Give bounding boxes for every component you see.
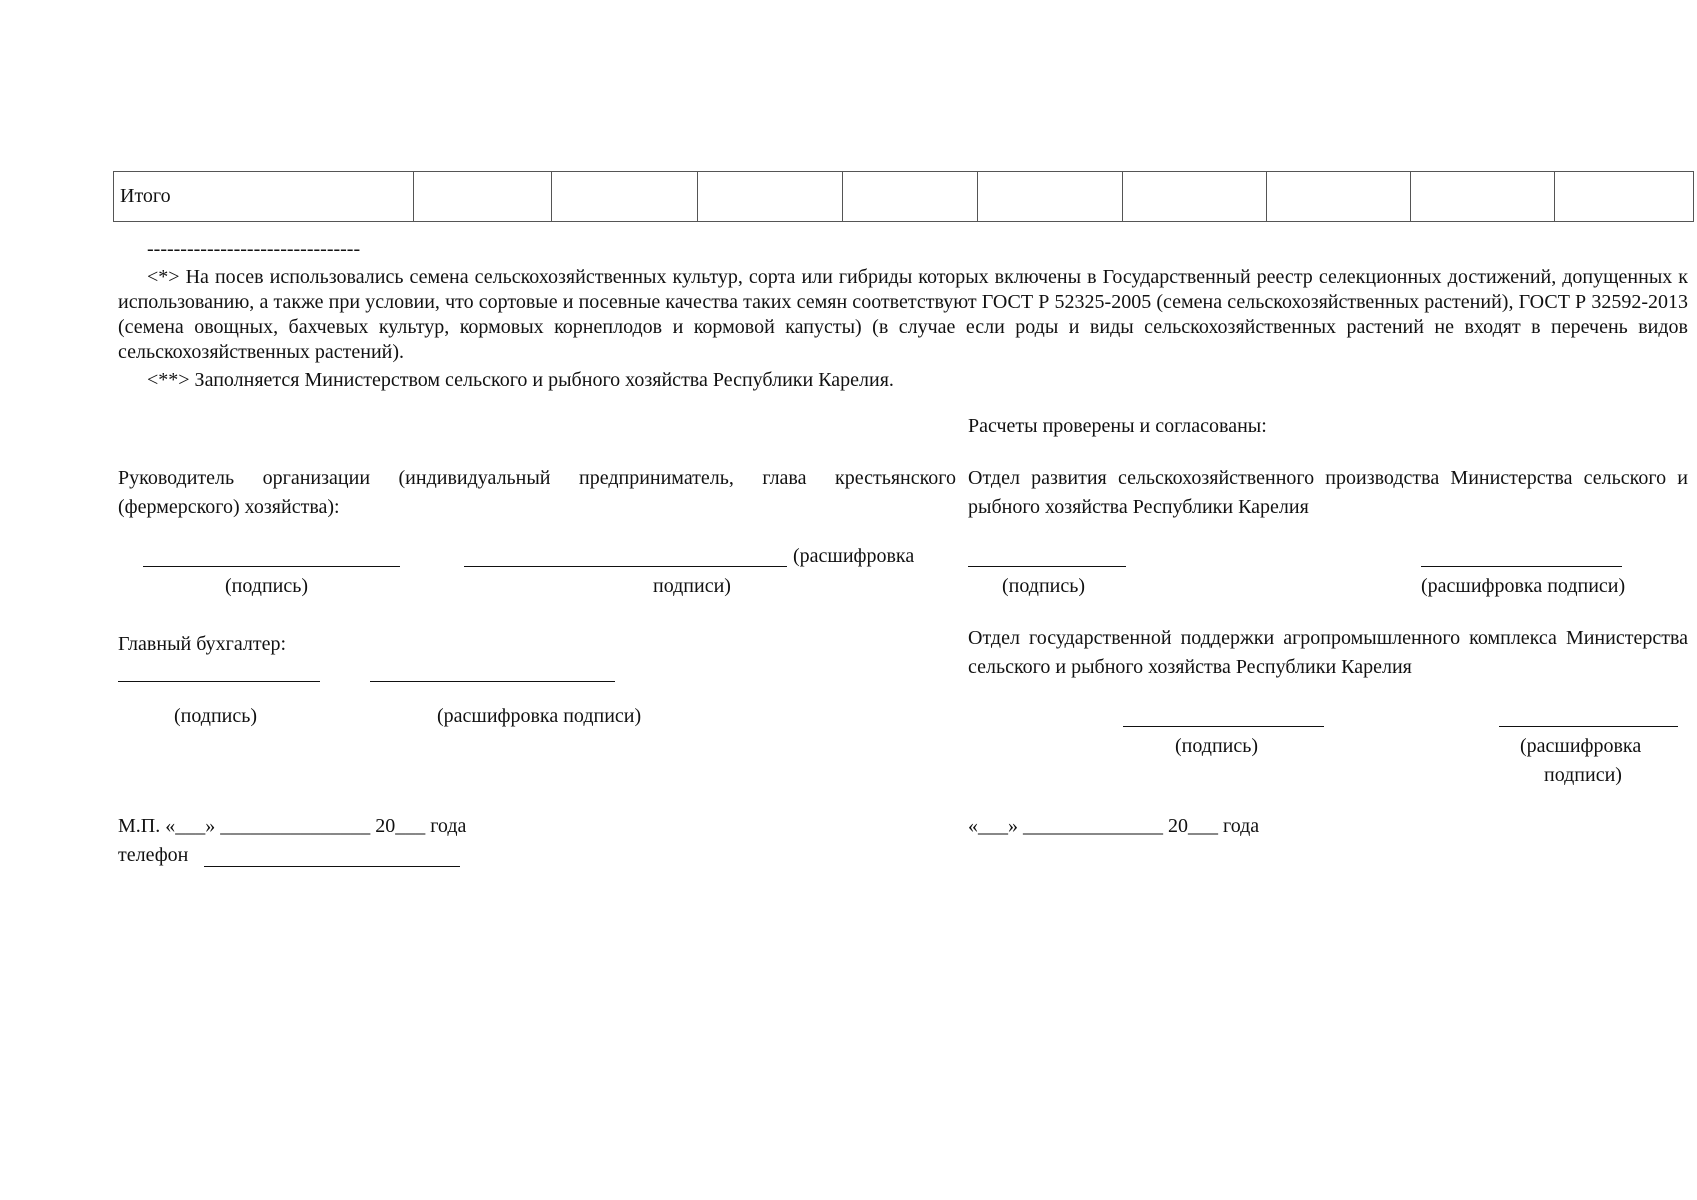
dept1-sign-label: (подпись) bbox=[1002, 575, 1086, 597]
total-label-cell: Итого bbox=[114, 172, 414, 222]
table-cell bbox=[978, 172, 1123, 222]
dept2-decode-label-2: подписи) bbox=[1544, 764, 1622, 786]
table-cell bbox=[1267, 172, 1411, 222]
accountant-decode-line bbox=[370, 681, 615, 682]
head-decode-prefix: (расшифровка bbox=[793, 545, 915, 567]
dept2-decode-label-1: (расшифровка bbox=[1520, 735, 1642, 757]
head-decode-label: подписи) bbox=[653, 575, 731, 597]
table-cell bbox=[1123, 172, 1267, 222]
dept1-decode-label: (расшифровка подписи) bbox=[1421, 575, 1626, 597]
right-date-line: «___» ______________ 20___ года bbox=[968, 815, 1260, 837]
footnote-separator: -------------------------------- bbox=[147, 238, 361, 260]
phone-line bbox=[204, 866, 460, 867]
head-sign-line bbox=[143, 566, 400, 567]
head-sign-label: (подпись) bbox=[225, 575, 309, 597]
phone-label: телефон bbox=[118, 844, 189, 866]
mp-date-line: М.П. «___» _______________ 20___ года bbox=[118, 815, 467, 837]
accountant-sign-label: (подпись) bbox=[174, 705, 258, 727]
table-cell bbox=[414, 172, 552, 222]
table-cell bbox=[1411, 172, 1555, 222]
accountant-sign-line bbox=[118, 681, 320, 682]
table-cell bbox=[843, 172, 978, 222]
checked-title: Расчеты проверены и согласованы: bbox=[968, 415, 1267, 437]
dept1-decode-line bbox=[1421, 566, 1622, 567]
totals-table bbox=[113, 171, 1694, 222]
head-title: Руководитель организации (индивидуальный предприниматель, глава крестьянского (фермерского) хозяйства): bbox=[118, 467, 956, 518]
footnote-2: <**> Заполняется Министерством сельского и рыбного хозяйства Республики Карелия. bbox=[147, 369, 894, 391]
dept1-title: Отдел развития сельскохозяйственного производства Министерства сельского и рыбного хозяйства Республики Карелия bbox=[968, 467, 1688, 518]
table-row bbox=[114, 172, 1694, 222]
dept2-decode-line bbox=[1499, 726, 1678, 727]
head-decode-line bbox=[464, 566, 787, 567]
dept1-sign-line bbox=[968, 566, 1126, 567]
table-cell bbox=[1555, 172, 1694, 222]
dept2-title: Отдел государственной поддержки агропромышленного комплекса Министерства сельского и рыбного хозяйства Республики Карелия bbox=[968, 627, 1688, 678]
dept2-sign-label: (подпись) bbox=[1175, 735, 1259, 757]
accountant-decode-label: (расшифровка подписи) bbox=[437, 705, 642, 727]
footnote-1: <*> На посев использовались семена сельскохозяйственных культур, сорта или гибриды которых включены в Государственный реестр селекционных достижений, допущенных к использованию, а также при условии, что сортовые и посевные качества таких семян соответствуют ГОСТ Р 52325-2005 (семена сельскохозяйственных растений), ГОСТ Р 32592-2013 (семена овощных, бахчевых культур, кормовых корнеплодов и кормовой капусты) (в случае если роды и виды сельскохозяйственных растений не входят в перечень видов сельскохозяйственных растений). bbox=[118, 266, 1688, 363]
table-cell bbox=[698, 172, 843, 222]
table-cell bbox=[552, 172, 698, 222]
dept2-sign-line bbox=[1123, 726, 1324, 727]
accountant-title: Главный бухгалтер: bbox=[118, 633, 287, 655]
